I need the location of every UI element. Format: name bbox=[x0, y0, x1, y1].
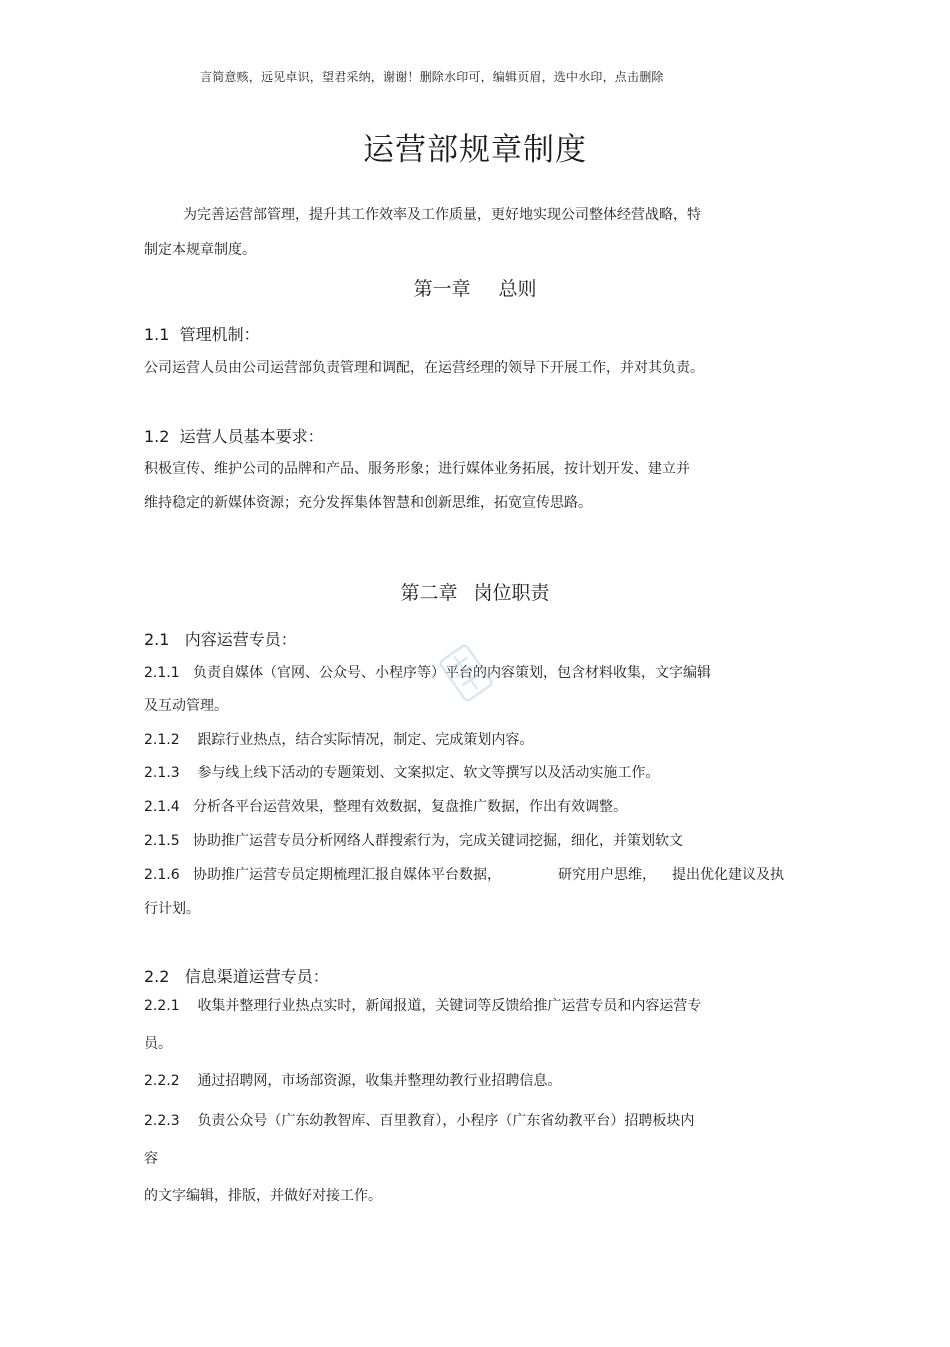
chapter-1-number: 第一章 bbox=[413, 278, 471, 300]
item-2-2-3-continued-2: 的文字编辑，排版，并做好对接工作。 bbox=[144, 1188, 382, 1204]
section-1-2-line-2: 维持稳定的新媒体资源；充分发挥集体智慧和创新思维，拓宽宣传思路。 bbox=[144, 495, 592, 511]
item-2-2-3 bbox=[144, 1111, 694, 1131]
intro-line-1: 为完善运营部管理，提升其工作效率及工作质量，更好地实现公司整体经营战略，特 bbox=[183, 207, 701, 223]
item-number: 2.1.5 bbox=[144, 833, 180, 849]
section-number: 2.1 bbox=[144, 630, 170, 649]
item-2-1-5 bbox=[144, 831, 683, 851]
item-text: 通过招聘网，市场部资源，收集并整理幼教行业招聘信息。 bbox=[197, 1073, 562, 1089]
section-1-1-text: 公司运营人员由公司运营部负责管理和调配，在运营经理的领导下开展工作，并对其负责。 bbox=[144, 360, 704, 376]
section-number: 1.1 bbox=[144, 325, 170, 344]
chapter-1-heading bbox=[0, 274, 950, 301]
watermark-icon bbox=[432, 637, 499, 709]
item-2-2-3-continued: 容 bbox=[144, 1151, 158, 1167]
item-number: 2.1.1 bbox=[144, 665, 180, 681]
header-note: 言简意赅，远见卓识，望君采纳，谢谢！删除水印可，编辑页眉，选中水印，点击删除 bbox=[200, 70, 664, 84]
item-2-1-3 bbox=[144, 763, 659, 783]
item-2-1-6 bbox=[144, 865, 501, 885]
section-2-1-heading bbox=[144, 627, 297, 650]
item-2-1-2 bbox=[144, 730, 533, 750]
item-number: 2.2.2 bbox=[144, 1073, 180, 1089]
section-title: 内容运营专员： bbox=[184, 630, 297, 649]
item-text: 负责公众号（广东幼教智库、百里教育），小程序（广东省幼教平台）招聘板块内 bbox=[197, 1113, 695, 1129]
item-number: 2.1.6 bbox=[144, 867, 180, 883]
item-2-1-6-continued: 行计划。 bbox=[144, 901, 200, 917]
item-2-2-2 bbox=[144, 1071, 561, 1091]
chapter-1-name: 总则 bbox=[498, 278, 537, 300]
item-number: 2.2.1 bbox=[144, 998, 180, 1014]
chapter-2-name: 岗位职责 bbox=[473, 582, 550, 604]
section-1-1-heading bbox=[144, 322, 260, 345]
section-title: 管理机制： bbox=[179, 325, 260, 344]
section-title: 信息渠道运营专员： bbox=[184, 967, 329, 986]
item-2-1-1 bbox=[144, 663, 711, 683]
item-text: 参与线上线下活动的专题策划、文案拟定、软文等撰写以及活动实施工作。 bbox=[197, 765, 660, 781]
section-number: 1.2 bbox=[144, 427, 170, 446]
chapter-2-heading bbox=[0, 578, 950, 605]
item-text: 分析各平台运营效果，整理有效数据，复盘推广数据，作出有效调整。 bbox=[192, 799, 627, 815]
item-number: 2.1.4 bbox=[144, 799, 180, 815]
item-text: 负责自媒体（官网、公众号、小程序等）平台的内容策划，包含材料收集，文字编辑 bbox=[192, 665, 711, 681]
section-1-2-line-1: 积极宣传、维护公司的品牌和产品、服务形象；进行媒体业务拓展，按计划开发、建立并 bbox=[144, 461, 690, 477]
item-2-2-1-continued: 员。 bbox=[144, 1036, 172, 1052]
item-2-1-6-part-2: 研究用户思维， bbox=[558, 867, 656, 883]
intro-line-2: 制定本规章制度。 bbox=[144, 242, 256, 258]
item-number: 2.1.2 bbox=[144, 732, 180, 748]
item-2-1-4 bbox=[144, 797, 627, 817]
section-2-2-heading bbox=[144, 964, 329, 987]
item-2-1-1-continued: 及互动管理。 bbox=[144, 698, 228, 714]
item-number: 2.1.3 bbox=[144, 765, 180, 781]
item-text: 跟踪行业热点，结合实际情况，制定、完成策划内容。 bbox=[197, 732, 534, 748]
document-title: 运营部规章制度 bbox=[363, 132, 587, 168]
item-number: 2.2.3 bbox=[144, 1113, 180, 1129]
section-title: 运营人员基本要求： bbox=[179, 427, 324, 446]
item-text: 收集并整理行业热点实时，新闻报道，关键词等反馈给推广运营专员和内容运营专 bbox=[197, 998, 702, 1014]
item-text-part-1: 协助推广运营专员定期梳理汇报自媒体平台数据， bbox=[192, 867, 501, 883]
item-2-1-6-part-3: 提出优化建议及执 bbox=[672, 867, 784, 883]
section-1-2-heading bbox=[144, 424, 324, 447]
section-number: 2.2 bbox=[144, 967, 170, 986]
chapter-2-number: 第二章 bbox=[400, 582, 458, 604]
item-2-2-1 bbox=[144, 996, 701, 1016]
item-text: 协助推广运营专员分析网络人群搜索行为，完成关键词挖掘，细化，并策划软文 bbox=[192, 833, 683, 849]
